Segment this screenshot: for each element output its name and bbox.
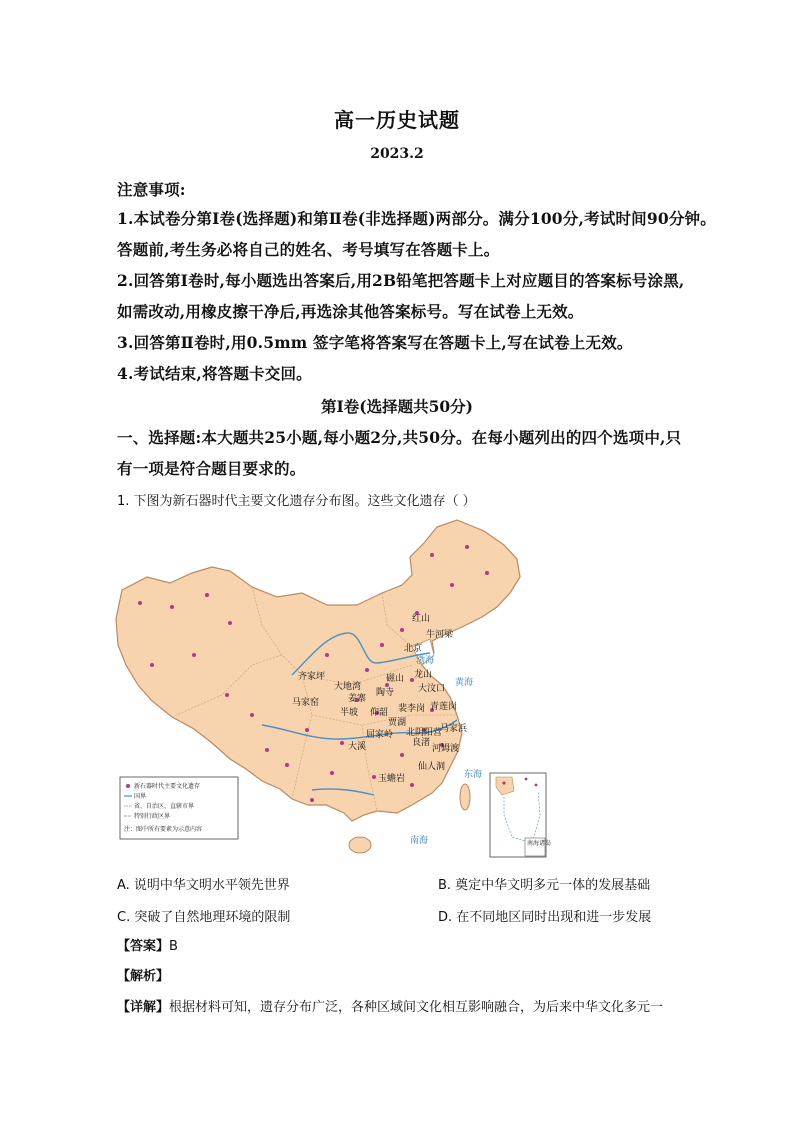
sea-label: 南海 [410, 836, 429, 846]
answer-value: B [169, 939, 178, 954]
site-label: 半坡 [340, 708, 359, 718]
site-label: 姜寨 [348, 694, 367, 704]
site-label: 玉蟾岩 [378, 774, 406, 784]
site-label: 齐家坪 [298, 672, 326, 682]
site-label: 马家窑 [292, 698, 320, 708]
sea-label: 黄海 [455, 678, 474, 688]
sea-label: 东海 [464, 770, 483, 780]
question-stem: 1. 下图为新石器时代主要文化遗存分布图。这些文化遗存（ ） [117, 494, 476, 509]
site-label: 陶寺 [376, 688, 395, 698]
china-mainland-shape [116, 520, 520, 821]
notice-line-6: 4.考试结束,将答题卡交回。 [117, 364, 312, 383]
option-d: D. 在不同地区同时出现和进一步发展 [438, 910, 652, 925]
site-label: 河姆渡 [432, 744, 460, 754]
site-label: 大溪 [348, 742, 367, 752]
taiwan-island [460, 784, 470, 810]
detail-row [117, 996, 663, 1015]
section-title: 第Ⅰ卷(选择题共50分) [321, 397, 473, 416]
neolithic-sites-map [112, 515, 552, 860]
part-instruction-2: 有一项是符合题目要求的。 [117, 459, 306, 478]
notice-line-3: 2.回答第Ⅰ卷时,每小题选出答案后,用2B铅笔把答题卡上对应题目的答案标号涂黑, [117, 271, 685, 290]
notice-line-5: 3.回答第Ⅱ卷时,用0.5mm 签字笔将答案写在答题卡上,写在试卷上无效。 [117, 333, 633, 352]
option-a: A. 说明中华文明水平领先世界 [117, 878, 290, 893]
detail-label: 【详解】 [117, 1000, 170, 1015]
legend-note: 注：图中所有要素为示意内容 [124, 826, 203, 833]
option-b: B. 奠定中华文明多元一体的发展基础 [438, 878, 651, 893]
legend-item: 省、自治区、直辖市界 [134, 803, 195, 810]
part-instruction-1: 一、选择题:本大题共25小题,每小题2分,共50分。在每小题列出的四个选项中,只 [117, 428, 682, 447]
site-label: 良渚 [412, 738, 431, 748]
legend-item: 特别行政区界 [134, 813, 171, 820]
site-label: 青莲岗 [430, 702, 458, 712]
site-label: 仙人洞 [418, 762, 446, 772]
map-legend [120, 777, 238, 839]
site-label: 北阴阳营 [406, 728, 443, 738]
notice-heading: 注意事项: [117, 180, 186, 199]
notice-line-4: 如需改动,用橡皮擦干净后,再选涂其他答案标号。写在试卷上无效。 [117, 302, 584, 321]
detail-text: 根据材料可知，遗存分布广泛，各种区域间文化相互影响融合，为后来中华文化多元一 [169, 1000, 664, 1015]
answer-row [117, 935, 178, 954]
legend-item: 新石器时代主要文化遗存 [134, 783, 201, 790]
option-c: C. 突破了自然地理环境的限制 [117, 910, 291, 925]
site-label: 大地湾 [334, 682, 362, 692]
exam-title: 高一历史试题 [334, 108, 460, 132]
hainan-island [349, 837, 371, 853]
legend-item: 国界 [134, 793, 147, 800]
sea-label: 渤海 [416, 656, 435, 666]
notice-line-2: 答题前,考生务必将自己的姓名、考号填写在答题卡上。 [117, 240, 500, 259]
answer-label: 【答案】 [117, 939, 170, 954]
site-label: 磁山 [386, 674, 405, 684]
site-label: 龙山 [414, 670, 433, 680]
site-label: 仰韶 [370, 708, 389, 718]
site-label: 牛河梁 [426, 630, 454, 640]
site-label: 马家浜 [440, 724, 468, 734]
south-sea-inset [490, 773, 551, 857]
site-label: 大汶口 [418, 684, 446, 694]
analysis-label: 【解析】 [117, 969, 170, 984]
notice-line-1: 1.本试卷分第Ⅰ卷(选择题)和第Ⅱ卷(非选择题)两部分。满分100分,考试时间90分钟。 [117, 209, 716, 228]
site-label: 屈家岭 [366, 730, 394, 740]
site-label: 裴李岗 [398, 704, 426, 714]
exam-date: 2023.2 [370, 146, 424, 162]
inset-label: 南海诸岛 [527, 840, 552, 847]
site-label: 红山 [412, 614, 431, 624]
site-label: 贾湖 [388, 718, 407, 728]
site-label: 北京 [404, 644, 423, 654]
